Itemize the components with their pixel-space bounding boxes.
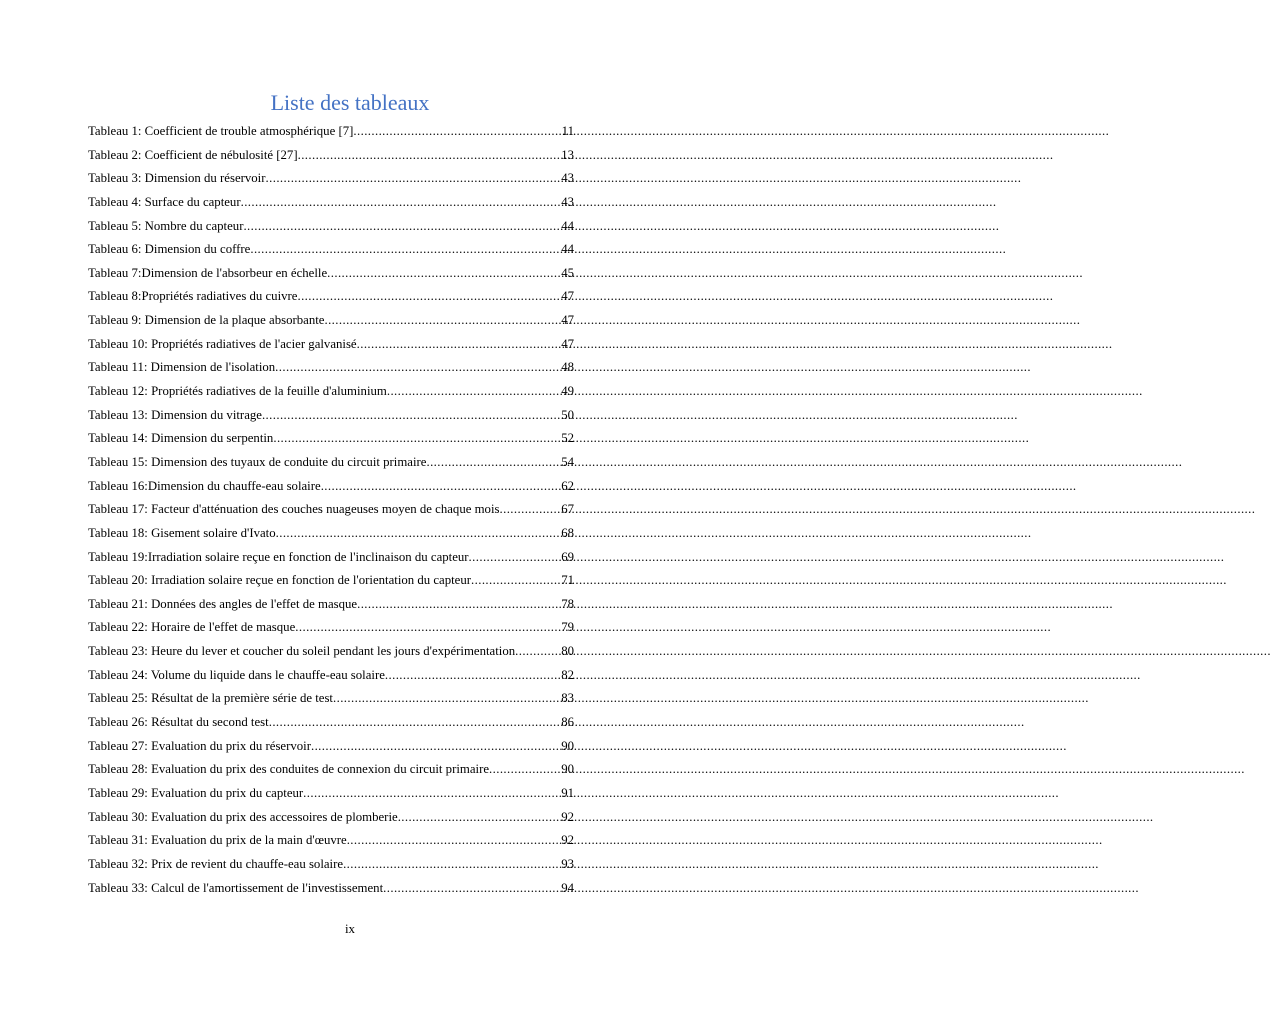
toc-entry[interactable] [88, 219, 574, 243]
toc-entry-page: 62 [561, 478, 574, 493]
toc-entry-label: Tableau 27: Evaluation du prix du réservoir [88, 738, 311, 753]
toc-entry[interactable] [88, 266, 574, 290]
toc-entry[interactable] [88, 644, 574, 668]
toc-entry-page: 47 [561, 336, 574, 351]
toc-entry[interactable] [88, 242, 574, 266]
toc-entry-page: 44 [561, 242, 574, 257]
toc-entry-page: 47 [561, 313, 574, 328]
toc-entry-page: 69 [561, 549, 574, 564]
dot-leader [471, 573, 560, 588]
dot-leader [321, 479, 561, 494]
table-list [88, 124, 574, 904]
toc-entry-page: 49 [561, 384, 574, 399]
toc-entry-label: Tableau 21: Données des angles de l'effet de masque [88, 596, 358, 611]
dot-leader [357, 337, 561, 352]
toc-entry-page: 48 [561, 360, 574, 375]
dot-leader [515, 644, 560, 659]
dot-leader [353, 124, 560, 139]
toc-entry-page: 45 [561, 265, 574, 280]
toc-entry[interactable] [88, 691, 574, 715]
dot-leader [269, 715, 560, 730]
toc-entry-page: 92 [561, 809, 574, 824]
dot-leader [273, 431, 560, 446]
toc-entry[interactable] [88, 384, 574, 408]
toc-entry-label: Tableau 14: Dimension du serpentin [88, 431, 274, 446]
toc-entry[interactable] [88, 573, 574, 597]
dot-leader [311, 739, 560, 754]
dot-leader [469, 550, 561, 565]
toc-entry-page: 80 [561, 644, 574, 659]
toc-entry-label: Tableau 30: Evaluation du prix des accessoires de plomberie [88, 809, 398, 824]
toc-entry-label: Tableau 12: Propriétés radiatives de la feuille d'aluminium [88, 384, 387, 399]
toc-entry-page: 11 [561, 124, 574, 138]
toc-entry[interactable] [88, 857, 574, 881]
dot-leader [276, 526, 561, 541]
toc-entry-page: 68 [561, 525, 574, 540]
toc-entry-page: 90 [561, 762, 574, 777]
toc-entry-label: Tableau 10: Propriétés radiatives de l'acier galvanisé [88, 336, 357, 351]
toc-entry[interactable] [88, 810, 574, 834]
toc-entry[interactable] [88, 786, 574, 810]
toc-entry-label: Tableau 19:Irradiation solaire reçue en fonction de l'inclinaison du capteur [88, 549, 469, 564]
toc-entry[interactable] [88, 408, 574, 432]
toc-entry-label: Tableau 8:Propriétés radiatives du cuivre [88, 289, 298, 304]
dot-leader [250, 242, 560, 257]
toc-entry[interactable] [88, 360, 574, 384]
toc-entry-label: Tableau 33: Calcul de l'amortissement de l'investissement [88, 880, 384, 895]
toc-entry-label: Tableau 31: Evaluation du prix de la main d'œuvre [88, 833, 347, 848]
dot-leader [387, 384, 560, 399]
dot-leader [385, 668, 560, 683]
toc-entry-label: Tableau 17: Facteur d'atténuation des couches nuageuses moyen de chaque mois [88, 502, 500, 517]
toc-entry-page: 86 [561, 715, 574, 730]
toc-entry-page: 83 [561, 691, 574, 706]
toc-entry[interactable] [88, 479, 574, 503]
dot-leader [489, 762, 560, 777]
dot-leader [333, 691, 560, 706]
toc-entry-label: Tableau 26: Résultat du second test [88, 715, 269, 730]
toc-entry-page: 93 [561, 856, 574, 871]
toc-entry[interactable] [88, 550, 574, 574]
toc-entry[interactable] [88, 337, 574, 361]
toc-entry-label: Tableau 32: Prix de revient du chauffe-eau solaire [88, 856, 344, 871]
dot-leader [241, 195, 561, 210]
dot-leader [500, 502, 561, 517]
dot-leader [357, 597, 560, 612]
dot-leader [327, 266, 560, 281]
dot-leader [297, 289, 560, 304]
dot-leader [266, 171, 561, 186]
toc-entry-page: 44 [561, 218, 574, 233]
toc-entry-label: Tableau 1: Coefficient de trouble atmosphérique [7] [88, 124, 354, 138]
dot-leader [295, 620, 560, 635]
toc-entry-label: Tableau 15: Dimension des tuyaux de conduite du circuit primaire [88, 454, 427, 469]
dot-leader [303, 786, 560, 801]
toc-entry-label: Tableau 24: Volume du liquide dans le chauffe-eau solaire [88, 667, 385, 682]
dot-leader [426, 455, 560, 470]
toc-entry[interactable] [88, 762, 574, 786]
dot-leader [243, 219, 560, 234]
toc-entry-page: 54 [561, 454, 574, 469]
toc-entry-label: Tableau 4: Surface du capteur [88, 194, 241, 209]
toc-entry-label: Tableau 2: Coefficient de nébulosité [27] [88, 147, 298, 162]
toc-entry-label: Tableau 20: Irradiation solaire reçue en fonction de l'orientation du capteur [88, 573, 472, 588]
toc-entry-label: Tableau 13: Dimension du vitrage [88, 407, 262, 422]
dot-leader [383, 881, 560, 896]
toc-entry-page: 71 [561, 573, 574, 588]
toc-entry[interactable] [88, 431, 574, 455]
toc-entry-label: Tableau 25: Résultat de la première série de test [88, 691, 333, 706]
toc-entry-page: 43 [561, 171, 574, 186]
toc-entry[interactable] [88, 597, 574, 621]
toc-entry[interactable] [88, 148, 574, 172]
toc-entry-label: Tableau 11: Dimension de l'isolation [88, 360, 276, 375]
dot-leader [262, 408, 560, 423]
page-title: Liste des tableaux [270, 90, 430, 115]
dot-leader [343, 857, 560, 872]
toc-entry-label: Tableau 3: Dimension du réservoir [88, 171, 266, 186]
toc-entry-label: Tableau 18: Gisement solaire d'Ivato [88, 525, 276, 540]
toc-entry[interactable] [88, 455, 574, 479]
toc-entry-page: 47 [561, 289, 574, 304]
toc-entry-page: 52 [561, 431, 574, 446]
toc-entry-label: Tableau 23: Heure du lever et coucher du soleil pendant les jours d'expérimentation [88, 644, 516, 659]
toc-entry-page: 50 [561, 407, 574, 422]
toc-entry-page: 92 [561, 833, 574, 848]
toc-entry-page: 78 [561, 596, 574, 611]
toc-entry[interactable] [88, 124, 574, 148]
toc-entry[interactable] [88, 526, 574, 550]
toc-entry-label: Tableau 9: Dimension de la plaque absorbante [88, 313, 325, 328]
toc-entry-label: Tableau 29: Evaluation du prix du capteur [88, 785, 304, 800]
dot-leader [298, 148, 561, 163]
toc-entry[interactable] [88, 833, 574, 857]
toc-entry-label: Tableau 22: Horaire de l'effet de masque [88, 620, 296, 635]
dot-leader [347, 833, 561, 848]
toc-entry-page: 67 [561, 502, 574, 517]
toc-entry[interactable] [88, 715, 574, 739]
toc-entry-page: 90 [561, 738, 574, 753]
toc-entry-page: 82 [561, 667, 574, 682]
toc-entry[interactable] [88, 195, 574, 219]
toc-entry-label: Tableau 6: Dimension du coffre [88, 242, 251, 257]
toc-entry-label: Tableau 7:Dimension de l'absorbeur en échelle [88, 265, 328, 280]
toc-entry[interactable] [88, 668, 574, 692]
toc-entry[interactable] [88, 739, 574, 763]
toc-entry-page: 94 [561, 880, 574, 895]
toc-entry-page: 43 [561, 194, 574, 209]
toc-entry-page: 13 [561, 147, 574, 162]
toc-entry[interactable] [88, 502, 574, 526]
dot-leader [275, 360, 560, 375]
dot-leader [324, 313, 560, 328]
toc-entry-page: 79 [561, 620, 574, 635]
toc-entry[interactable] [88, 881, 574, 905]
toc-entry[interactable] [88, 289, 574, 313]
toc-entry-page: 91 [561, 785, 574, 800]
dot-leader [398, 810, 561, 825]
page-number: ix [344, 921, 356, 936]
toc-entry[interactable] [88, 620, 574, 644]
toc-entry-label: Tableau 28: Evaluation du prix des conduites de connexion du circuit primaire [88, 762, 490, 777]
toc-entry-label: Tableau 5: Nombre du capteur [88, 218, 244, 233]
toc-entry[interactable] [88, 171, 574, 195]
toc-entry-label: Tableau 16:Dimension du chauffe-eau solaire [88, 478, 321, 493]
toc-entry[interactable] [88, 313, 574, 337]
